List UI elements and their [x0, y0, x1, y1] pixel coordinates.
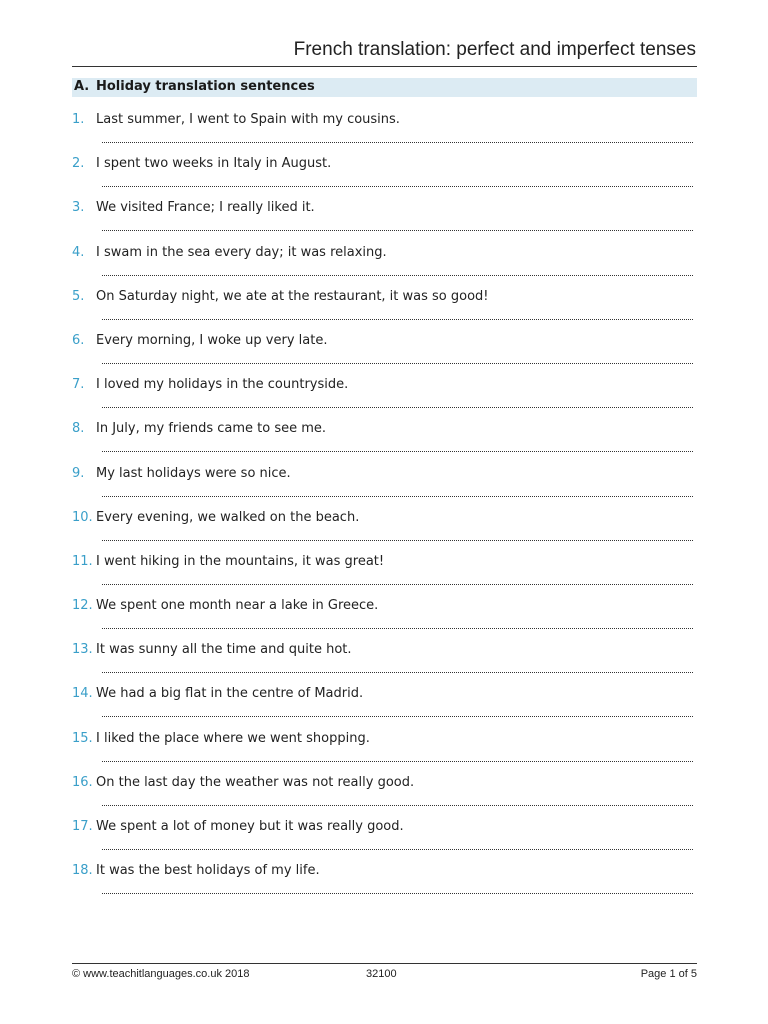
item-number: 1. [72, 112, 85, 127]
list-item [72, 375, 697, 419]
item-sentence: It was sunny all the time and quite hot. [96, 642, 352, 658]
list-item [72, 464, 697, 508]
answer-line[interactable] [102, 407, 693, 408]
answer-line[interactable] [102, 628, 693, 629]
answer-line[interactable] [102, 893, 693, 894]
list-item [72, 552, 697, 596]
item-number: 18. [72, 863, 93, 879]
item-number: 6. [72, 332, 85, 348]
list-item [72, 331, 697, 375]
answer-line[interactable] [102, 716, 693, 717]
answer-line[interactable] [102, 451, 693, 452]
section-title: Holiday translation sentences [96, 79, 315, 94]
item-sentence: My last holidays were so nice. [96, 465, 291, 481]
item-number: 17. [72, 819, 93, 834]
section-letter: A. [74, 79, 90, 94]
item-number: 14. [72, 686, 93, 702]
item-sentence: We had a big flat in the centre of Madrid. [96, 686, 364, 702]
page-header [72, 38, 697, 67]
item-sentence: I went hiking in the mountains, it was great! [96, 553, 385, 569]
item-sentence: On Saturday night, we ate at the restaurant, it was so good! [96, 288, 489, 304]
item-sentence: Last summer, I went to Spain with my cousins. [96, 112, 400, 127]
item-number: 5. [72, 288, 85, 304]
answer-line[interactable] [102, 805, 693, 806]
item-sentence: I liked the place where we went shopping. [96, 730, 370, 746]
list-item [72, 419, 697, 463]
item-sentence: I swam in the sea every day; it was relaxing. [96, 244, 387, 260]
item-number: 12. [72, 598, 93, 614]
answer-line[interactable] [102, 849, 693, 850]
list-item [72, 596, 697, 640]
item-number: 8. [72, 421, 85, 437]
item-sentence: In July, my friends came to see me. [96, 421, 327, 437]
answer-line[interactable] [102, 540, 693, 541]
item-number: 2. [72, 156, 85, 172]
item-sentence: It was the best holidays of my life. [96, 863, 320, 879]
list-item [72, 508, 697, 552]
answer-line[interactable] [102, 496, 693, 497]
translation-list [72, 110, 697, 905]
answer-line[interactable] [102, 363, 693, 364]
item-sentence: Every morning, I woke up very late. [96, 332, 328, 348]
item-sentence: We visited France; I really liked it. [96, 200, 315, 216]
list-item [72, 640, 697, 684]
footer-resource-code: 32100 [366, 968, 397, 980]
page-footer [72, 963, 697, 984]
item-sentence: I spent two weeks in Italy in August. [96, 156, 332, 172]
answer-line[interactable] [102, 319, 693, 320]
answer-line[interactable] [102, 230, 693, 231]
page-title: French translation: perfect and imperfect tenses [293, 39, 696, 60]
list-item [72, 729, 697, 773]
answer-line[interactable] [102, 761, 693, 762]
item-sentence: We spent a lot of money but it was really good. [96, 819, 404, 834]
item-sentence: On the last day the weather was not really good. [96, 774, 415, 790]
list-item [72, 773, 697, 817]
item-number: 4. [72, 244, 85, 260]
item-number: 10. [72, 509, 93, 525]
answer-line[interactable] [102, 584, 693, 585]
list-item [72, 198, 697, 242]
answer-line[interactable] [102, 672, 693, 673]
answer-line[interactable] [102, 275, 693, 276]
answer-line[interactable] [102, 142, 693, 143]
item-number: 13. [72, 642, 93, 658]
item-number: 3. [72, 200, 85, 216]
list-item [72, 243, 697, 287]
footer-copyright: © www.teachitlanguages.co.uk 2018 [72, 968, 250, 980]
section-heading [72, 78, 697, 97]
list-item [72, 110, 697, 154]
item-sentence: I loved my holidays in the countryside. [96, 377, 349, 393]
item-number: 16. [72, 774, 93, 790]
list-item [72, 684, 697, 728]
list-item [72, 287, 697, 331]
item-number: 15. [72, 730, 93, 746]
footer-page-number: Page 1 of 5 [640, 968, 697, 980]
item-number: 9. [72, 465, 85, 481]
item-sentence: We spent one month near a lake in Greece. [96, 598, 379, 614]
item-number: 11. [72, 553, 93, 569]
list-item [72, 154, 697, 198]
item-sentence: Every evening, we walked on the beach. [96, 509, 360, 525]
list-item [72, 817, 697, 861]
list-item [72, 861, 697, 905]
answer-line[interactable] [102, 186, 693, 187]
item-number: 7. [72, 377, 85, 393]
